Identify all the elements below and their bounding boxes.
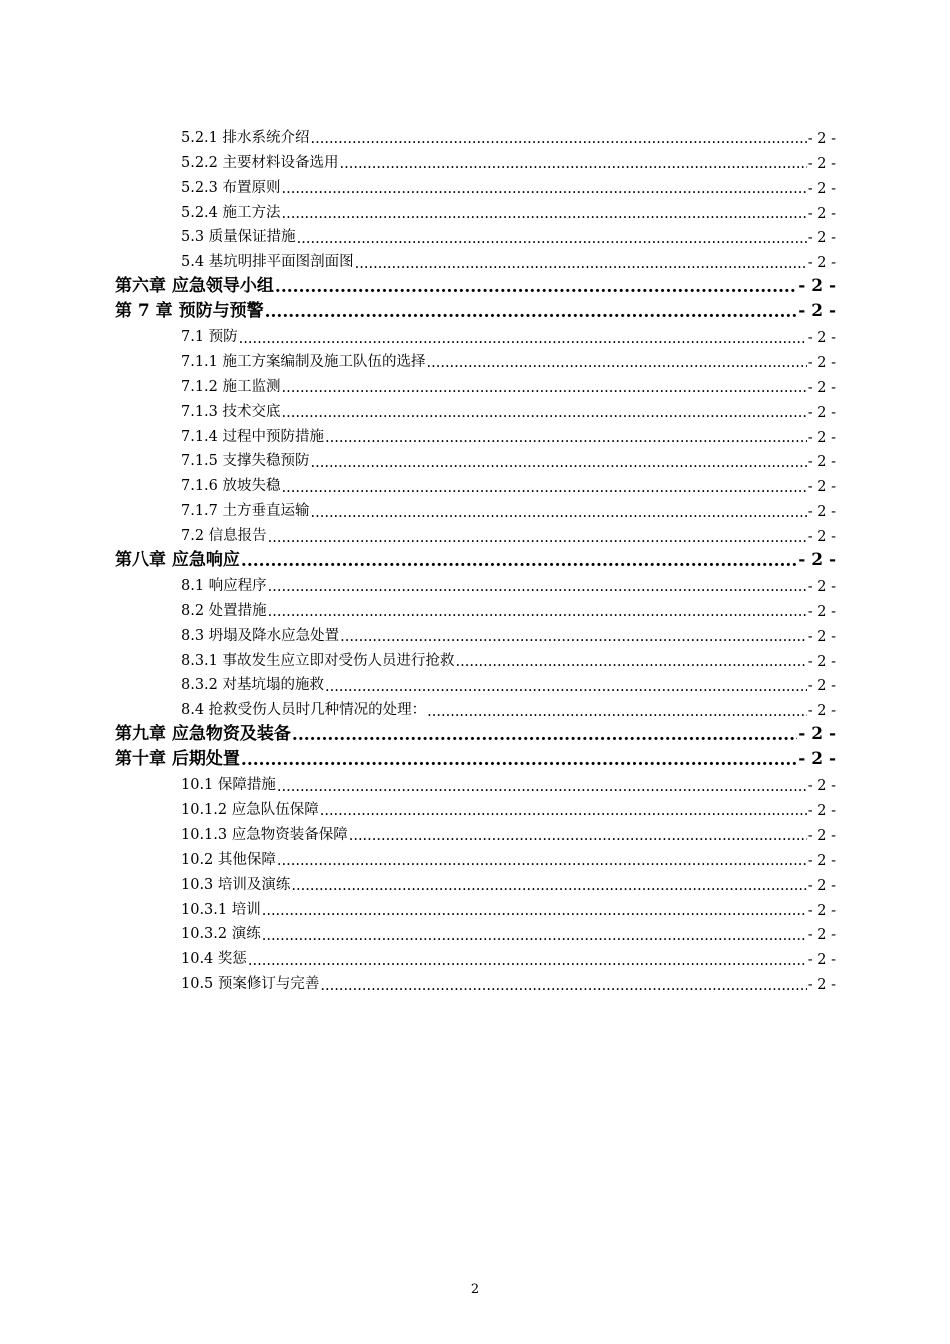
toc-entry-page: - 2 - bbox=[798, 724, 836, 745]
toc-dot-leader bbox=[311, 132, 807, 147]
toc-chapter-entry[interactable] bbox=[0, 721, 950, 746]
toc-entry-page: - 2 - bbox=[807, 852, 836, 869]
toc-section-entry[interactable] bbox=[0, 423, 950, 448]
toc-chapter-entry[interactable] bbox=[0, 273, 950, 298]
toc-entry-title: 10.3.1 培训 bbox=[181, 901, 261, 918]
toc-entry-page: - 2 - bbox=[807, 529, 836, 546]
toc-entry-title: 10.1.3 应急物资装备保障 bbox=[181, 826, 348, 843]
toc-entry-title: 10.2 其他保障 bbox=[181, 851, 276, 868]
toc-dot-leader bbox=[427, 705, 807, 720]
toc-section-entry[interactable] bbox=[0, 348, 950, 373]
toc-dot-leader bbox=[320, 804, 807, 819]
toc-entry-page: - 2 - bbox=[807, 653, 836, 670]
toc-entry-title: 5.2.3 布置原则 bbox=[181, 179, 281, 196]
toc-entry-page: - 2 - bbox=[807, 205, 836, 222]
toc-chapter-entry[interactable] bbox=[0, 298, 950, 323]
toc-section-entry[interactable] bbox=[0, 174, 950, 199]
toc-section-entry[interactable] bbox=[0, 921, 950, 946]
toc-dot-leader bbox=[241, 752, 797, 769]
toc-entry-title: 第九章 应急物资及装备 bbox=[115, 724, 291, 745]
toc-section-entry[interactable] bbox=[0, 522, 950, 547]
toc-dot-leader bbox=[282, 182, 807, 197]
toc-entry-page: - 2 - bbox=[807, 678, 836, 695]
toc-dot-leader bbox=[239, 332, 807, 347]
toc-section-entry[interactable] bbox=[0, 846, 950, 871]
toc-dot-leader bbox=[320, 979, 806, 994]
toc-section-entry[interactable] bbox=[0, 970, 950, 995]
toc-entry-page: - 2 - bbox=[807, 703, 836, 720]
toc-entry-page: - 2 - bbox=[807, 155, 836, 172]
toc-section-entry[interactable] bbox=[0, 821, 950, 846]
toc-dot-leader bbox=[282, 207, 807, 222]
toc-entry-page: - 2 - bbox=[798, 301, 836, 322]
toc-entry-title: 7.2 信息报告 bbox=[181, 528, 267, 545]
toc-dot-leader bbox=[268, 531, 807, 546]
toc-section-entry[interactable] bbox=[0, 448, 950, 473]
toc-dot-leader bbox=[340, 630, 807, 645]
toc-entry-page: - 2 - bbox=[807, 827, 836, 844]
toc-entry-title: 8.4 抢救受伤人员时几种情况的处理： bbox=[181, 702, 427, 719]
toc-entry-title: 7.1.7 土方垂直运输 bbox=[181, 503, 310, 520]
toc-entry-title: 10.4 奖惩 bbox=[181, 951, 247, 968]
toc-entry-page: - 2 - bbox=[807, 454, 836, 471]
toc-entry-title: 7.1.2 施工监测 bbox=[181, 378, 281, 395]
toc-entry-page: - 2 - bbox=[807, 952, 836, 969]
toc-entry-page: - 2 - bbox=[807, 603, 836, 620]
toc-dot-leader bbox=[277, 780, 807, 795]
toc-entry-title: 8.3 坍塌及降水应急处置 bbox=[181, 627, 340, 644]
toc-entry-title: 第 7 章 预防与预警 bbox=[115, 301, 264, 322]
toc-dot-leader bbox=[265, 304, 798, 321]
toc-entry-title: 5.2.4 施工方法 bbox=[181, 204, 281, 221]
toc-section-entry[interactable] bbox=[0, 124, 950, 149]
toc-section-entry[interactable] bbox=[0, 771, 950, 796]
toc-entry-title: 7.1.5 支撑失稳预防 bbox=[181, 453, 310, 470]
toc-entry-page: - 2 - bbox=[807, 130, 836, 147]
toc-section-entry[interactable] bbox=[0, 497, 950, 522]
toc-dot-leader bbox=[241, 553, 797, 570]
toc-section-entry[interactable] bbox=[0, 472, 950, 497]
toc-entry-title: 8.2 处置措施 bbox=[181, 602, 267, 619]
toc-entry-title: 10.3.2 演练 bbox=[181, 926, 261, 943]
toc-section-entry[interactable] bbox=[0, 597, 950, 622]
toc-entry-page: - 2 - bbox=[807, 977, 836, 994]
toc-chapter-entry[interactable] bbox=[0, 746, 950, 771]
toc-entry-title: 10.1.2 应急队伍保障 bbox=[181, 801, 319, 818]
toc-entry-title: 7.1 预防 bbox=[181, 329, 238, 346]
toc-entry-title: 8.3.2 对基坑塌的施救 bbox=[181, 677, 325, 694]
toc-entry-page: - 2 - bbox=[807, 877, 836, 894]
toc-dot-leader bbox=[262, 904, 807, 919]
toc-entry-page: - 2 - bbox=[807, 429, 836, 446]
toc-entry-title: 10.5 预案修订与完善 bbox=[181, 976, 320, 993]
toc-entry-page: - 2 - bbox=[807, 230, 836, 247]
toc-dot-leader bbox=[275, 279, 797, 296]
toc-section-entry[interactable] bbox=[0, 248, 950, 273]
toc-entry-title: 7.1.6 放坡失稳 bbox=[181, 478, 281, 495]
toc-dot-leader bbox=[456, 655, 807, 670]
toc-entry-title: 7.1.3 技术交底 bbox=[181, 403, 281, 420]
toc-dot-leader bbox=[340, 157, 807, 172]
toc-entry-title: 第八章 应急响应 bbox=[115, 550, 240, 571]
toc-entry-page: - 2 - bbox=[807, 180, 836, 197]
toc-dot-leader bbox=[268, 605, 807, 620]
toc-entry-page: - 2 - bbox=[807, 802, 836, 819]
toc-dot-leader bbox=[277, 854, 807, 869]
toc-section-entry[interactable] bbox=[0, 149, 950, 174]
toc-entry-page: - 2 - bbox=[807, 778, 836, 795]
toc-entry-title: 5.2.1 排水系统介绍 bbox=[181, 129, 310, 146]
toc-dot-leader bbox=[282, 381, 807, 396]
toc-entry-title: 5.2.2 主要材料设备选用 bbox=[181, 154, 339, 171]
toc-entry-title: 7.1.4 过程中预防措施 bbox=[181, 428, 325, 445]
toc-section-entry[interactable] bbox=[0, 647, 950, 672]
toc-section-entry[interactable] bbox=[0, 871, 950, 896]
toc-dot-leader bbox=[325, 431, 807, 446]
toc-dot-leader bbox=[292, 727, 797, 744]
toc-dot-leader bbox=[291, 879, 806, 894]
toc-section-entry[interactable] bbox=[0, 672, 950, 697]
toc-dot-leader bbox=[325, 680, 807, 695]
toc-entry-title: 第十章 后期处置 bbox=[115, 749, 240, 770]
toc-entry-title: 5.4 基坑明排平面图剖面图 bbox=[181, 254, 354, 271]
toc-entry-page: - 2 - bbox=[798, 749, 836, 770]
toc-dot-leader bbox=[297, 232, 807, 247]
toc-section-entry[interactable] bbox=[0, 696, 950, 721]
toc-section-entry[interactable] bbox=[0, 199, 950, 224]
toc-dot-leader bbox=[311, 456, 807, 471]
toc-entry-page: - 2 - bbox=[807, 354, 836, 371]
toc-section-entry[interactable] bbox=[0, 796, 950, 821]
toc-section-entry[interactable] bbox=[0, 398, 950, 423]
toc-entry-page: - 2 - bbox=[807, 330, 836, 347]
toc-entry-page: - 2 - bbox=[807, 379, 836, 396]
toc-dot-leader bbox=[311, 506, 807, 521]
toc-entry-page: - 2 - bbox=[807, 927, 836, 944]
toc-dot-leader bbox=[282, 406, 807, 421]
toc-entry-page: - 2 - bbox=[807, 504, 836, 521]
toc-entry-title: 10.3 培训及演练 bbox=[181, 876, 291, 893]
toc-section-entry[interactable] bbox=[0, 373, 950, 398]
toc-entry-page: - 2 - bbox=[807, 578, 836, 595]
toc-dot-leader bbox=[262, 929, 807, 944]
toc-entry-page: - 2 - bbox=[798, 550, 836, 571]
toc-entry-title: 5.3 质量保证措施 bbox=[181, 229, 296, 246]
toc-entry-page: - 2 - bbox=[807, 404, 836, 421]
toc-dot-leader bbox=[282, 481, 807, 496]
toc-dot-leader bbox=[248, 954, 807, 969]
toc-entry-page: - 2 - bbox=[798, 276, 836, 297]
toc-dot-leader bbox=[355, 257, 807, 272]
toc-dot-leader bbox=[427, 356, 807, 371]
toc-section-entry[interactable] bbox=[0, 896, 950, 921]
table-of-contents bbox=[0, 124, 950, 995]
toc-dot-leader bbox=[268, 580, 807, 595]
toc-dot-leader bbox=[349, 829, 807, 844]
toc-entry-title: 8.1 响应程序 bbox=[181, 577, 267, 594]
toc-entry-page: - 2 - bbox=[807, 628, 836, 645]
toc-entry-title: 8.3.1 事故发生应立即对受伤人员进行抢救 bbox=[181, 652, 455, 669]
toc-entry-page: - 2 - bbox=[807, 479, 836, 496]
toc-entry-page: - 2 - bbox=[807, 255, 836, 272]
toc-section-entry[interactable] bbox=[0, 945, 950, 970]
toc-entry-page: - 2 - bbox=[807, 902, 836, 919]
toc-chapter-entry[interactable] bbox=[0, 547, 950, 572]
toc-section-entry[interactable] bbox=[0, 572, 950, 597]
toc-section-entry[interactable] bbox=[0, 323, 950, 348]
toc-entry-title: 第六章 应急领导小组 bbox=[115, 276, 274, 297]
toc-entry-title: 10.1 保障措施 bbox=[181, 777, 276, 794]
toc-section-entry[interactable] bbox=[0, 224, 950, 249]
toc-entry-title: 7.1.1 施工方案编制及施工队伍的选择 bbox=[181, 353, 426, 370]
page-number: 2 bbox=[470, 1282, 480, 1297]
toc-section-entry[interactable] bbox=[0, 622, 950, 647]
